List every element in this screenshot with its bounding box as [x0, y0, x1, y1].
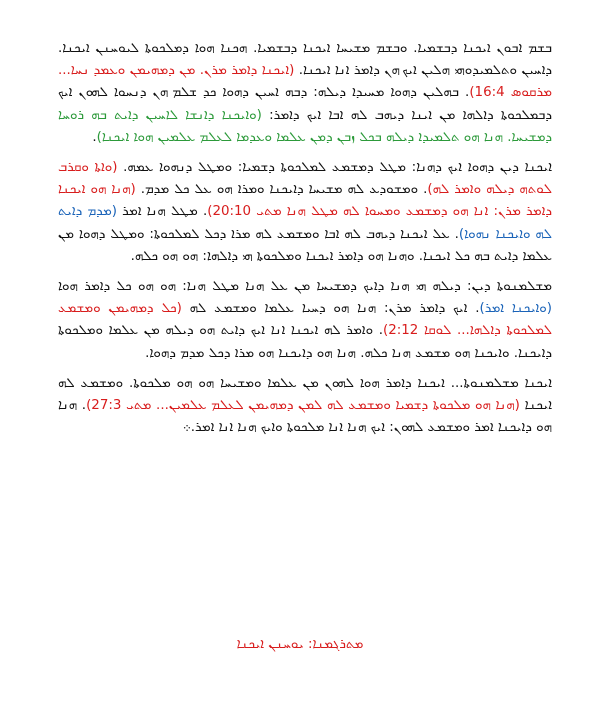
text-run: .	[92, 129, 97, 145]
highlighted-quote: (ܡܕܡ ܕܐܝܬ ܠܗ ܘܐܝܟܢܐ ܢܗܘܐ)	[58, 204, 552, 242]
text-run: ܐܝܟܢܐ ܕܝܢ ܕܗܘܐ ܐܝܟ ܕܗܢܐ: ܡܛܠ ܕܡܫܡܥ ܠܡܠܟܘܬܐ ܕܫܡܝܐ: ܘܡܛܠ ܕܢܗܘܐ ܥܡܗ.	[117, 160, 552, 176]
highlighted-quote: (ܗܢܐ ܗܘ ܡܠܟܘܬܐ ܕܫܡܝܐ ܘܡܫܡܥ ܠܗ ܠܡܢ ܕܡܗܝܡܢ ܠܥܠܡ ܥܠܡܝܢ... ܡܬܝ 27:3)	[86, 398, 520, 414]
highlighted-quote: (ܗܢܐ ܗܘ ܐܝܟܢܐ ܕܐܡܪ ܡܪܢ: ܐܢܐ ܗܘ ܕܡܫܡܥ ܘܡܚܘܐ ܠܗ ܡܛܠ ܗܢܐ ܡܬܝ 20:10)	[58, 182, 552, 220]
text-run: . ܥܠ ܐܝܟܢܐ ܕܝܗܒ ܠܗ ܐܒܐ ܘܡܫܡܥ ܠܗ ܡܪܐ ܕܟܠ ܠܡܠܟܘܬܐ: ܘܡܛܠ ܕܗܘܐ ܡܢ ܥܠܡܐ ܕܐܝܬ ܒܗ ܟܠ ܐܝܟܢܐ. ܘܗܢܐ ܗܘ ܕܐܡܪ ܐܝܟܢܐ ܘܡܠܟܘܬܐ ܗܝ ܕܐܠܗܐ: ܗܘ ܗܘ ܟܠܗ.	[58, 226, 552, 264]
document-body	[58, 38, 552, 439]
highlighted-quote: (ܘܐܝܟܢܐ ܐܡܪ)	[479, 301, 553, 317]
text-run: ܒܫܡ ܐܒܘܢ ܐܝܟܢܐ ܕܒܫܡܝܐ. ܘܒܫܡ ܡܫܝܚܐ ܐܝܟܢܐ ܕܒܫܡܝܐ. ܗܟܢܐ ܗܘܐ ܕܡܠܟܘܬܐ ܠܝܘܚܢܢ ܐܝܟܢܐ. ܕܐܚܝܢ ܘܬܠܡܝܕܘܗܝ ܗܠܝܢ ܐܝܟ ܗܢ ܕܐܡܪ ܐܢܐ ܐܝܟܢܐ.	[58, 41, 552, 79]
text-run: . ܘܡܫܘܕܥ ܠܗ ܡܫܝܚܐ ܕܐܝܟܢܐ ܘܡܪܐ ܗܘ ܥܠ ܟܠ ܡܕܡ.	[135, 182, 428, 198]
text-run: . ܡܛܠ ܗܢܐ ܐܡܪ	[116, 204, 208, 220]
paragraph-2	[58, 157, 552, 268]
text-run: . ܗܢܐ ܗܘ ܕܐܝܟܢܐ ܐܡܪ ܘܡܫܡܥ ܠܗܘܢ: ܐܝܟ ܗܢܐ ܐܢܐ ܡܠܟܘܬܐ ܘܐܝܟ ܗܢܐ ܐܢܐ ܐܡܪ.܀	[58, 398, 552, 436]
text-run: ܐܝܟܢܐ ܡܫܠܡܢܘܬܐ... ܐܝܟܢܐ ܕܐܡܪ ܗܘܐ ܠܗܘܢ ܡܢ ܥܠܡܐ ܘܡܫܝܚܐ ܗܘ ܗܘ ܡܠܟܘܬܐ. ܘܡܫܡܥ ܠܗ ܐܝܟܢܐ	[58, 375, 552, 414]
paragraph-3	[58, 276, 552, 365]
highlighted-quote: (ܘܐܬܐ ܘܩܪܒ ܠܘܬܗ ܕܝܠܗ ܘܐܡܪ ܠܗ)	[58, 160, 552, 198]
text-run: . ܘܐܡܪ ܠܗ ܐܝܟܢܐ ܐܢܐ ܐܝܟ ܕܐܝܬ ܗܘ ܕܝܠܗ ܡܢ ܥܠܡܐ ܘܡܠܟܘܬܐ ܕܐܝܟܢܐ. ܘܐܝܟܢܐ ܗܘ ܡܫܡܥ ܗܢܐ ܟܠܗ. ܗܢܐ ܗܘ ܕܐܝܟܢܐ ܗܘ ܡܪܐ ܕܟܠ ܡܕܡ ܕܗܘܐ.	[58, 323, 552, 361]
text-run: . ܒܗܠܝܢ ܕܗܘܐ ܡܚܝܕܐ ܕܝܠܗ: ܕܒܗ ܐܚܝܢ ܕܗܘܐ ܟܕ ܫܠܡ ܗܢ ܕܢܚܘܐ ܠܗܘܢ ܐܝܟ ܕܒܡܠܟܘܬܐ ܕܐܠܗܐ ܡܢ ܐܝܢܐ ܕܝܗܒ ܠܗ ܐܒܐ ܐܝܟ ܕܐܡܪ:	[58, 85, 552, 123]
text-run: ܡܫܠܡܢܘܬܐ ܕܝܢ: ܕܝܠܗ ܗܝ ܗܢܐ ܕܐܝܟ ܕܡܫܝܚܐ ܡܢ ܥܠ ܗܢܐ ܡܛܠ ܗܢܐ: ܗܘ ܗܘ ܟܠ ܕܐܡܪ ܗܘܐ	[58, 279, 552, 295]
highlighted-quote: (ܟܠ ܕܡܗܝܡܢ ܘܡܫܡܥ ܠܡܠܟܘܬܐ ܕܐܠܗܐ... ܠܘܩܐ 2:12)	[58, 301, 552, 339]
highlighted-quote: (ܘܐܝܟܢܐ ܕܐܢܫܐ ܠܐܚܝܢ ܕܐܝܬ ܒܗ ܪܘܚܐ ܕܡܫܝܚܐ. ܗܢܐ ܗܘ ܬܠܡܝܕܐ ܕܝܠܗ ܒܟܠ ܙܒܢ ܕܡܢ ܥܠܡܐ ܘܥܕܡܐ ܠܥܠܡ ܥܠܡܝܢ ܗܘܐ ܐܝܟܢܐ)	[58, 107, 552, 145]
translator-signature: ܡܬܪܓܡܢܐ: ܝܘܚܢܢ ܐܝܟܢܐ	[236, 637, 364, 652]
paragraph-4	[58, 373, 552, 440]
paragraph-1	[58, 38, 552, 149]
highlighted-quote: (ܐܝܟܢܐ ܕܐܡܪ ܡܪܢ. ܡܢ ܕܡܗܝܡܢ ܘܥܡܕ ܢܚܐ... ܡܪܩܘܣ 16:4)	[58, 63, 553, 101]
text-run: . ܐܝܟ ܕܐܡܪ ܡܪܢ: ܗܢܐ ܗܘ ܕܚܝܐ ܥܠܡܐ ܘܡܫܡܥ ܠܗ	[181, 301, 480, 317]
